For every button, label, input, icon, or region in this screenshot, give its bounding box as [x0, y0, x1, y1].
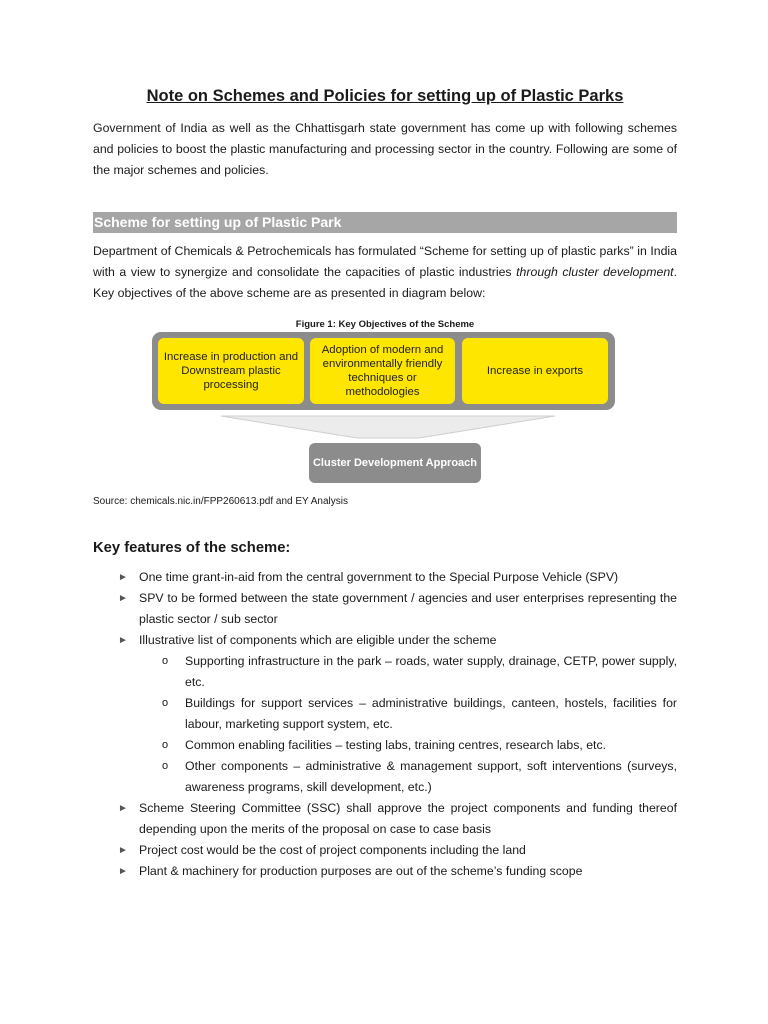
intro-paragraph: Government of India as well as the Chhattisgarh state government has come up with following schemes and policies to boost the plastic manufacturing and processing sector in the country. Following are some of the major schemes and policies.	[93, 121, 677, 177]
component-text: Supporting infrastructure in the park – roads, water supply, drainage, CETP, power supply, etc.	[185, 654, 677, 689]
section-heading: Scheme for setting up of Plastic Park	[93, 212, 677, 233]
component-item	[93, 651, 677, 693]
feature-text: Plant & machinery for production purposes are out of the scheme’s funding scope	[139, 864, 583, 878]
objective-production: Increase in production and Downstream plastic processing	[158, 338, 304, 404]
features-heading: Key features of the scheme:	[93, 540, 291, 556]
feature-text: Project cost would be the cost of project components including the land	[139, 843, 526, 857]
scheme-text-1: Department of Chemicals & Petrochemicals has formulated “Scheme for setting up of plastic parks” in India with a view to synergize and consolidate the capacities of plastic industries	[93, 244, 677, 279]
circle-bullet-icon: o	[162, 655, 169, 667]
component-item	[93, 693, 677, 735]
component-text: Other components – administrative & management support, soft interventions (surveys, awareness programs, skill development, etc.)	[185, 759, 677, 794]
feature-item	[93, 588, 677, 630]
arrow-bullet-icon: ►	[118, 572, 128, 583]
component-text: Common enabling facilities – testing labs, training centres, research labs, etc.	[185, 738, 607, 752]
feature-item	[93, 840, 677, 861]
objective-exports: Increase in exports	[462, 338, 608, 404]
arrow-bullet-icon: ►	[118, 635, 128, 646]
feature-item	[93, 798, 677, 840]
figure-caption: Figure 1: Key Objectives of the Scheme	[295, 319, 475, 330]
feature-item	[93, 630, 677, 651]
arrow-bullet-icon: ►	[118, 803, 128, 814]
scheme-paragraph	[93, 241, 677, 304]
features-list	[93, 567, 677, 882]
feature-text: One time grant-in-aid from the central government to the Special Purpose Vehicle (SPV)	[139, 570, 619, 584]
circle-bullet-icon: o	[162, 760, 169, 772]
scheme-text-2: . Key objectives of the above scheme are as presented in diagram below:	[93, 265, 677, 300]
objectives-frame	[152, 332, 615, 410]
component-item	[93, 735, 677, 756]
feature-text: Scheme Steering Committee (SSC) shall approve the project components and funding thereof depending upon the merits of the proposal on case to case basis	[139, 801, 677, 836]
feature-item	[93, 567, 677, 588]
figure-source: Source: chemicals.nic.in/FPP260613.pdf and EY Analysis	[93, 496, 348, 507]
component-item	[93, 756, 677, 798]
component-text: Buildings for support services – administrative buildings, canteen, hostels, facilities for labour, marketing support system, etc.	[185, 696, 677, 731]
objective-modern-techniques: Adoption of modern and environmentally friendly techniques or methodologies	[310, 338, 455, 404]
arrow-bullet-icon: ►	[118, 866, 128, 877]
funnel-arrow	[221, 414, 555, 440]
circle-bullet-icon: o	[162, 697, 169, 709]
document-title: Note on Schemes and Policies for setting up of Plastic Parks	[146, 87, 624, 105]
cluster-approach-box: Cluster Development Approach	[309, 443, 481, 483]
feature-text: SPV to be formed between the state government / agencies and user enterprises representing the plastic sector / sub sector	[139, 591, 677, 626]
feature-text: Illustrative list of components which are eligible under the scheme	[139, 633, 497, 647]
scheme-text-italic: through cluster development	[516, 265, 674, 279]
feature-item	[93, 861, 677, 882]
arrow-bullet-icon: ►	[118, 593, 128, 604]
arrow-bullet-icon: ►	[118, 845, 128, 856]
circle-bullet-icon: o	[162, 739, 169, 751]
funnel-shape	[221, 416, 555, 438]
